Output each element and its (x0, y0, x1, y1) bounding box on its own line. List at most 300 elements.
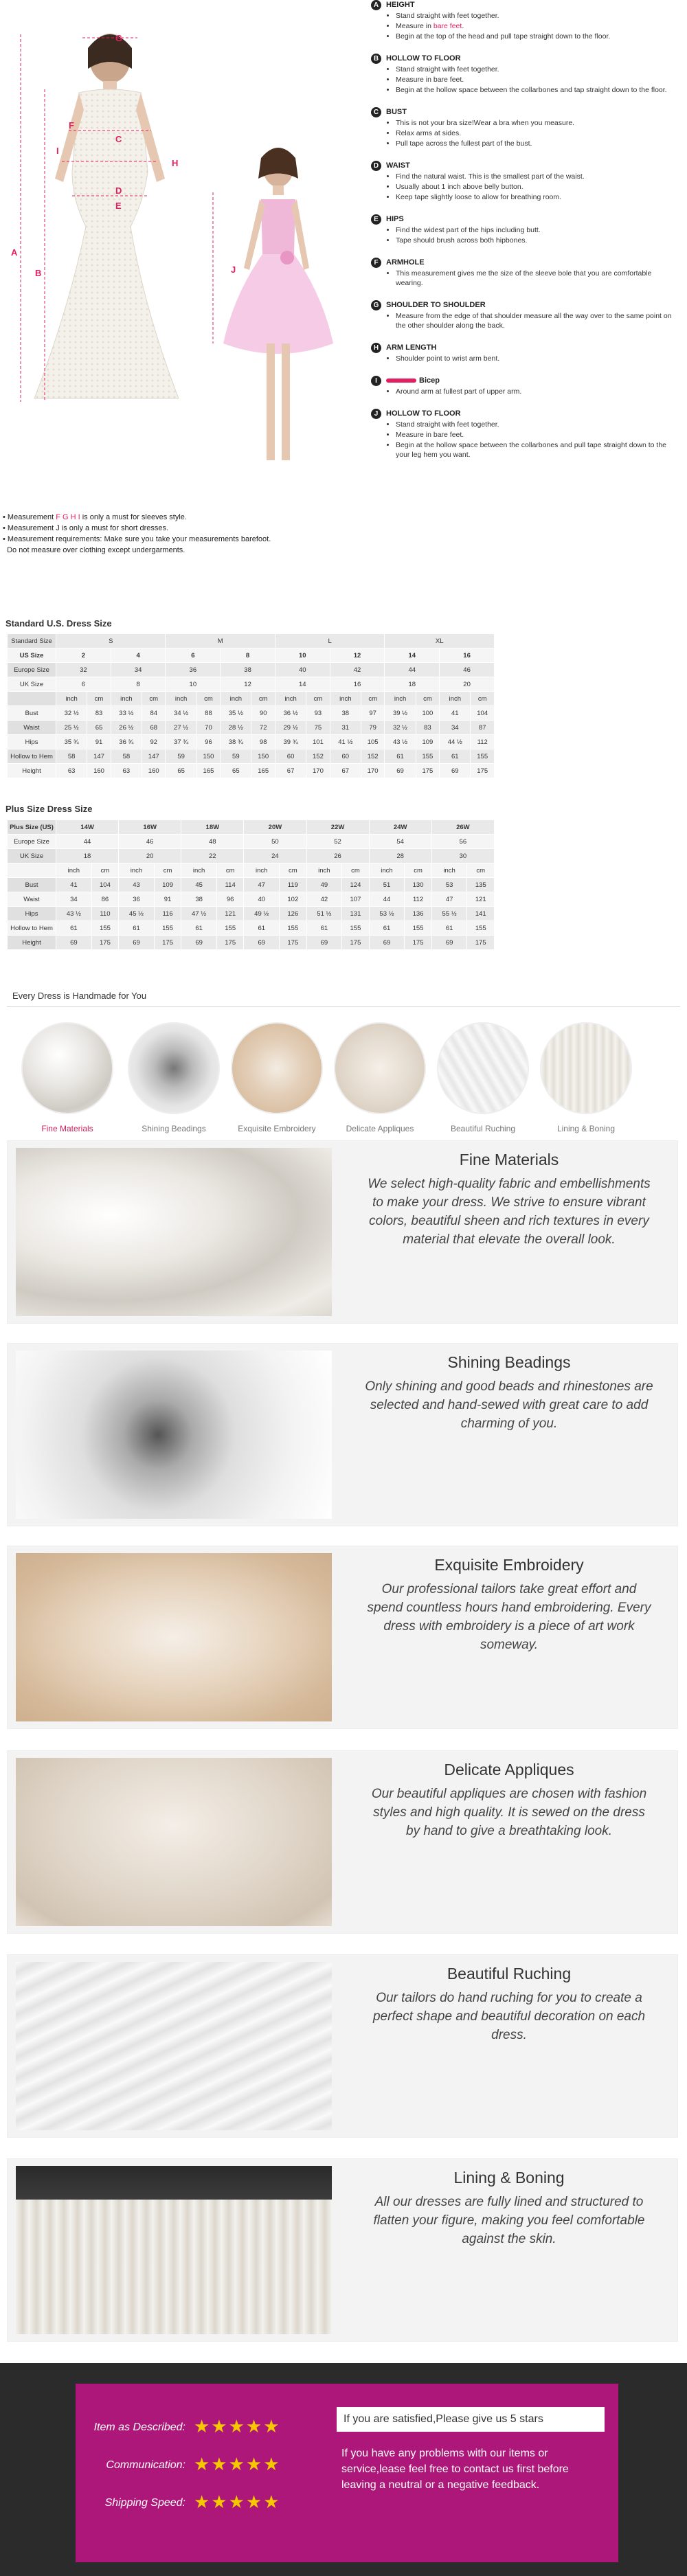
step-title: HEIGHT (386, 1, 415, 9)
step-title: WAIST (386, 161, 410, 170)
table-cell: 40 (244, 892, 280, 907)
table-row (8, 878, 495, 892)
table-cell (8, 863, 56, 878)
feedback-banner (0, 2363, 687, 2576)
step-item: • Begin at the hollow space between the collarbones and pull tape straight down to the your leg hem you want. (396, 440, 680, 460)
table-cell: 79 (361, 721, 384, 735)
circle-label: Exquisite Embroidery (238, 1124, 316, 1133)
table-cell: 155 (216, 921, 243, 936)
measurement-steps (371, 0, 680, 472)
table-cell: 109 (154, 878, 181, 892)
circle-label: Fine Materials (41, 1124, 93, 1133)
table-cell: inch (275, 692, 306, 706)
step-title-text: Bicep (419, 376, 440, 385)
table-cell: 40 (275, 663, 330, 677)
step-title: ARMHOLE (386, 258, 425, 267)
table-row (8, 648, 495, 663)
shining-beadings-photo (16, 1351, 332, 1519)
table-cell: 36 (166, 663, 221, 677)
table-cell: 38 (221, 663, 275, 677)
table-cell: 2 (56, 648, 111, 663)
lining-boning-photo (16, 2166, 332, 2334)
step-badge: I (371, 376, 381, 386)
table-cell: 36 ¾ (111, 735, 142, 749)
table-cell: 61 (385, 749, 416, 764)
table-cell: 136 (405, 907, 431, 921)
delicate-appliques-photo (16, 1758, 332, 1926)
table-cell: Europe Size (8, 835, 56, 849)
dress-label-i: I (56, 146, 59, 156)
note-sleeves: • Measurement F G H I is only a must for sleeves style. (3, 513, 187, 521)
table-cell: 20 (440, 677, 495, 692)
table-cell: cm (306, 692, 330, 706)
table-cell: 24 (244, 849, 306, 863)
table-cell: 61 (369, 921, 405, 936)
tab-delicate-appliques[interactable] (332, 1022, 428, 1133)
table-cell: 112 (471, 735, 495, 749)
step-hollow-to-floor-short (371, 409, 680, 460)
table-cell: cm (405, 863, 431, 878)
table-cell: 35 ½ (221, 706, 251, 721)
step-bust (371, 107, 680, 148)
table-cell: 46 (119, 835, 181, 849)
table-row (8, 706, 495, 721)
table-cell: 170 (306, 764, 330, 778)
dress-label-e: E (115, 201, 122, 211)
dress-label-b: B (35, 268, 42, 278)
table-cell: 16W (119, 820, 181, 835)
table-cell: 175 (467, 936, 495, 950)
table-cell: 53 (431, 878, 467, 892)
table-cell: 34 (56, 892, 92, 907)
table-cell: 33 ½ (111, 706, 142, 721)
feature-text: We select high-quality fabric and embellishments to make your dress. We strive to ensure vibrant colors, beautiful sheen and rich textures in every material that elevate the overall look. (368, 1177, 651, 1247)
table-row (8, 892, 495, 907)
step-badge: E (371, 214, 381, 225)
contact-message: If you have any problems with our items or service,lease feel free to contact us first before leaving a neutral or a negative feedback. (341, 2448, 569, 2491)
table-cell: 126 (280, 907, 306, 921)
feature-title: Delicate Appliques (444, 1761, 574, 1778)
table-cell: XL (385, 634, 495, 648)
feature-beautiful-ruching (7, 1954, 678, 2138)
table-cell: 59 (221, 749, 251, 764)
table-cell: 69 (244, 936, 280, 950)
table-cell: 36 ½ (275, 706, 306, 721)
feature-text: Our beautiful appliques are chosen with fashion styles and high quality. It is sewed on the dress by hand to give a breathtaking look. (371, 1787, 647, 1838)
tab-beautiful-ruching[interactable] (435, 1022, 531, 1133)
table-cell: 44 ½ (440, 735, 471, 749)
table-cell: 155 (416, 749, 439, 764)
table-cell: 18W (181, 820, 244, 835)
table-cell: 110 (91, 907, 118, 921)
measuring-guide (0, 0, 687, 605)
table-cell: cm (467, 863, 495, 878)
table-cell: 175 (342, 936, 369, 950)
table-cell: 61 (306, 921, 342, 936)
step-title: HOLLOW TO FLOOR (386, 54, 461, 63)
step-armhole (371, 258, 680, 288)
table-cell: US Size (8, 648, 56, 663)
table-cell: cm (416, 692, 439, 706)
satisfied-message: If you are satisfied,Please give us 5 stars (337, 2407, 605, 2432)
table-cell: 69 (119, 936, 155, 950)
table-cell: 14 (275, 677, 330, 692)
step-item: • Shoulder point to wrist arm bent. (396, 354, 680, 363)
table-cell: 121 (467, 892, 495, 907)
dress-label-g: G (115, 33, 123, 43)
dress-label-d: D (115, 185, 122, 196)
table-cell: 31 (330, 721, 361, 735)
table-cell: 114 (216, 878, 243, 892)
table-cell: Height (8, 936, 56, 950)
table-cell: inch (111, 692, 142, 706)
table-cell: inch (306, 863, 342, 878)
step-item: • This measurement gives me the size of the sleeve bole that you are comfortable wearing. (396, 269, 680, 288)
feature-delicate-appliques (7, 1750, 678, 1934)
table-cell: 26 (306, 849, 369, 863)
table-cell: 65 (87, 721, 111, 735)
table-cell: 27 ½ (166, 721, 196, 735)
table-cell: 18 (385, 677, 440, 692)
step-item: • Stand straight with feet together. (396, 65, 680, 74)
table-cell: Europe Size (8, 663, 56, 677)
table-cell: cm (154, 863, 181, 878)
table-cell: 91 (87, 735, 111, 749)
table-cell: 155 (405, 921, 431, 936)
table-cell: 102 (280, 892, 306, 907)
table-cell: 72 (251, 721, 275, 735)
table-row (8, 735, 495, 749)
table-cell: inch (369, 863, 405, 878)
table-cell: 70 (196, 721, 220, 735)
table-cell: 155 (154, 921, 181, 936)
table-cell: 75 (306, 721, 330, 735)
standard-size-table (7, 633, 495, 778)
table-row (8, 849, 495, 863)
step-item: • Measure in bare feet. (396, 21, 680, 31)
tab-exquisite-embroidery[interactable] (229, 1022, 325, 1133)
table-cell: 18 (56, 849, 119, 863)
table-cell: 46 (440, 663, 495, 677)
step-waist (371, 161, 680, 202)
table-cell: 63 (56, 764, 87, 778)
step-item: • Pull tape across the fullest part of the bust. (396, 139, 680, 148)
table-cell: cm (216, 863, 243, 878)
table-cell: S (56, 634, 166, 648)
table-cell: 175 (154, 936, 181, 950)
dress-label-a: A (11, 247, 18, 258)
table-cell: 42 (330, 663, 385, 677)
step-item: • Measure in bare feet. (396, 75, 680, 84)
table-cell: 22W (306, 820, 369, 835)
divider (7, 1006, 680, 1007)
table-cell: 47 ½ (181, 907, 217, 921)
star-rating-item: ★★★★★ (194, 2416, 281, 2437)
table-cell: 55 ½ (431, 907, 467, 921)
table-cell: 88 (196, 706, 220, 721)
table-cell: 41 (440, 706, 471, 721)
table-cell: 141 (467, 907, 495, 921)
table-row (8, 907, 495, 921)
table-cell: 16 (440, 648, 495, 663)
table-cell: 86 (91, 892, 118, 907)
step-badge: C (371, 107, 381, 117)
table-cell: 28 ½ (221, 721, 251, 735)
table-cell: 69 (181, 936, 217, 950)
table-cell: 61 (244, 921, 280, 936)
table-cell: 100 (416, 706, 439, 721)
table-cell: 52 (306, 835, 369, 849)
table-cell: 63 (111, 764, 142, 778)
table-cell: 32 ½ (56, 706, 87, 721)
table-cell: 69 (385, 764, 416, 778)
table-cell: inch (166, 692, 196, 706)
fine-materials-thumb (21, 1022, 113, 1114)
table-cell: 61 (56, 921, 92, 936)
table-cell: 104 (471, 706, 495, 721)
table-cell: cm (280, 863, 306, 878)
table-cell: 48 (181, 835, 244, 849)
table-cell: 59 (166, 749, 196, 764)
step-item: • Relax arms at sides. (396, 128, 680, 138)
table-cell: 124 (342, 878, 369, 892)
feature-title: Exquisite Embroidery (434, 1556, 584, 1574)
table-cell: 150 (196, 749, 220, 764)
bicep-marker (386, 379, 416, 383)
table-cell: 58 (111, 749, 142, 764)
table-cell: cm (251, 692, 275, 706)
dress-label-c: C (115, 134, 122, 144)
table-cell: 47 (431, 892, 467, 907)
shining-beadings-thumb (128, 1022, 220, 1114)
rating-label-communication: Communication: (106, 2459, 185, 2471)
table-cell: inch (431, 863, 467, 878)
step-title: BUST (386, 108, 407, 116)
table-cell: 14 (385, 648, 440, 663)
circle-label: Beautiful Ruching (450, 1124, 516, 1133)
table-cell: 112 (405, 892, 431, 907)
table-cell: 36 (119, 892, 155, 907)
table-cell: Bust (8, 878, 56, 892)
step-item: • Begin at the top of the head and pull tape straight down to the floor. (396, 32, 680, 41)
table-cell: 34 (111, 663, 166, 677)
table-cell: inch (330, 692, 361, 706)
table-cell: inch (221, 692, 251, 706)
table-cell: 96 (196, 735, 220, 749)
table-cell: 41 (56, 878, 92, 892)
table-cell: 51 ½ (306, 907, 342, 921)
table-cell: 44 (369, 892, 405, 907)
table-cell: 38 (181, 892, 217, 907)
feature-fine-materials (7, 1140, 678, 1324)
table-cell: Height (8, 764, 56, 778)
table-row (8, 692, 495, 706)
table-row (8, 749, 495, 764)
table-cell: 34 ½ (166, 706, 196, 721)
table-cell: Waist (8, 721, 56, 735)
table-cell: 90 (251, 706, 275, 721)
dress-label-f: F (69, 120, 74, 131)
table-cell: 175 (471, 764, 495, 778)
table-cell: 44 (56, 835, 119, 849)
table-cell: Hollow to Hem (8, 749, 56, 764)
table-cell: inch (119, 863, 155, 878)
table-cell: 38 (330, 706, 361, 721)
table-cell: 152 (306, 749, 330, 764)
table-cell: 35 ¾ (56, 735, 87, 749)
step-title: ARM LENGTH (386, 343, 437, 352)
tab-shining-beadings[interactable] (126, 1022, 222, 1133)
table-cell: 98 (251, 735, 275, 749)
table-cell: 53 ½ (369, 907, 405, 921)
table-cell: cm (91, 863, 118, 878)
table-row (8, 663, 495, 677)
table-cell: 38 ¾ (221, 735, 251, 749)
standard-size-title: Standard U.S. Dress Size (5, 618, 112, 629)
step-item: • This is not your bra size!Wear a bra when you measure. (396, 118, 680, 128)
table-cell: 56 (431, 835, 494, 849)
table-cell: 68 (142, 721, 166, 735)
table-cell: Hollow to Hem (8, 921, 56, 936)
table-cell: 101 (306, 735, 330, 749)
table-cell: 175 (91, 936, 118, 950)
table-cell: 84 (142, 706, 166, 721)
star-rating-communication: ★★★★★ (194, 2454, 281, 2474)
step-item: • Tape should brush across both hipbones. (396, 236, 680, 245)
table-cell: 61 (119, 921, 155, 936)
table-cell: 175 (216, 936, 243, 950)
table-cell: 14W (56, 820, 119, 835)
table-cell: 29 ½ (275, 721, 306, 735)
feature-exquisite-embroidery (7, 1546, 678, 1729)
step-bicep (371, 376, 680, 396)
table-cell: 150 (251, 749, 275, 764)
note-short: • Measurement J is only a must for short dresses. (3, 524, 169, 532)
step-title: SHOULDER TO SHOULDER (386, 301, 486, 309)
step-item: • Around arm at fullest part of upper arm. (396, 387, 680, 396)
table-cell: 45 ½ (119, 907, 155, 921)
table-cell: 20W (244, 820, 306, 835)
table-cell: 155 (280, 921, 306, 936)
tab-lining-boning[interactable] (538, 1022, 634, 1133)
table-cell: 61 (431, 921, 467, 936)
table-cell: 93 (306, 706, 330, 721)
table-row (8, 936, 495, 950)
table-cell: 30 (431, 849, 494, 863)
table-cell: inch (56, 863, 92, 878)
plus-size-title: Plus Size Dress Size (5, 804, 93, 814)
table-cell: inch (244, 863, 280, 878)
table-cell: 121 (216, 907, 243, 921)
table-cell: 131 (342, 907, 369, 921)
table-cell: 20 (119, 849, 181, 863)
table-cell: 6 (56, 677, 111, 692)
step-shoulder-to-shoulder (371, 300, 680, 330)
table-cell: 47 (244, 878, 280, 892)
table-cell: 26W (431, 820, 494, 835)
table-cell: 69 (440, 764, 471, 778)
table-cell: 43 ½ (56, 907, 92, 921)
table-cell: 37 ¾ (166, 735, 196, 749)
table-cell: 105 (361, 735, 384, 749)
tab-fine-materials[interactable] (19, 1022, 115, 1133)
table-cell: 39 ½ (385, 706, 416, 721)
step-title (386, 376, 680, 385)
wedding-dress-photo (7, 21, 192, 405)
table-cell: 43 ½ (385, 735, 416, 749)
feature-text: Our professional tailors take great effort and spend countless hours hand embroidering. Every dress with embroidery is a piece of art work someway. (367, 1582, 651, 1652)
step-badge: G (371, 300, 381, 310)
circle-label: Lining & Boning (556, 1124, 616, 1133)
table-cell: 50 (244, 835, 306, 849)
step-item: • Stand straight with feet together. (396, 11, 680, 21)
table-cell: Plus Size (US) (8, 820, 56, 835)
table-cell: 107 (342, 892, 369, 907)
table-cell: 10 (275, 648, 330, 663)
table-cell: cm (196, 692, 220, 706)
step-hollow-to-floor (371, 54, 680, 95)
table-cell: cm (142, 692, 166, 706)
step-title: HOLLOW TO FLOOR (386, 409, 461, 418)
short-dress-label-j: J (231, 264, 236, 275)
table-row (8, 835, 495, 849)
table-cell: 22 (181, 849, 244, 863)
handmade-title: Every Dress is Handmade for You (12, 991, 147, 1001)
table-cell: cm (87, 692, 111, 706)
table-cell: inch (440, 692, 471, 706)
exquisite-embroidery-thumb (231, 1022, 323, 1114)
table-cell: 8 (111, 677, 166, 692)
step-hips (371, 214, 680, 245)
table-cell: 10 (166, 677, 221, 692)
table-cell: 155 (91, 921, 118, 936)
feature-title: Shining Beadings (447, 1353, 571, 1371)
table-cell: 69 (56, 936, 92, 950)
table-cell: 41 ½ (330, 735, 361, 749)
step-badge: D (371, 161, 381, 171)
table-cell: 170 (361, 764, 384, 778)
step-badge: H (371, 343, 381, 353)
table-cell: 60 (275, 749, 306, 764)
table-cell: 54 (369, 835, 431, 849)
table-cell: 87 (471, 721, 495, 735)
table-cell: cm (342, 863, 369, 878)
table-cell: 12 (330, 648, 385, 663)
feature-text: All our dresses are fully lined and structured to flatten your figure, making you feel comfortable against the skin. (373, 2195, 645, 2246)
lining-boning-thumb (540, 1022, 632, 1114)
table-cell: 32 (56, 663, 111, 677)
table-cell: UK Size (8, 677, 56, 692)
table-cell: 91 (154, 892, 181, 907)
table-cell: 24W (369, 820, 431, 835)
delicate-appliques-thumb (334, 1022, 426, 1114)
table-row (8, 634, 495, 648)
table-cell: M (166, 634, 275, 648)
table-cell: Standard Size (8, 634, 56, 648)
table-cell: 175 (280, 936, 306, 950)
table-cell: 34 (440, 721, 471, 735)
table-cell: 39 ¾ (275, 735, 306, 749)
star-rating-shipping: ★★★★★ (194, 2492, 281, 2512)
table-row (8, 721, 495, 735)
table-cell: 6 (166, 648, 221, 663)
dress-label-h: H (172, 158, 179, 168)
table-cell: inch (56, 692, 87, 706)
table-cell: 175 (405, 936, 431, 950)
table-cell: inch (385, 692, 416, 706)
measurement-notes (3, 512, 360, 556)
table-cell: 116 (154, 907, 181, 921)
